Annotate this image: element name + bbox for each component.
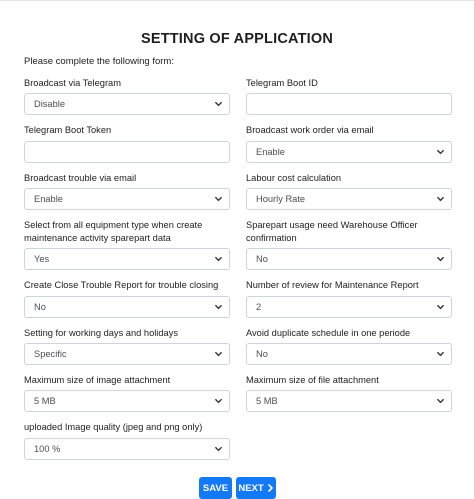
telegram-boot-id-input[interactable] — [246, 93, 452, 115]
chevron-right-icon — [267, 484, 274, 492]
telegram-boot-token-input[interactable] — [24, 141, 230, 163]
sparepart-usage-confirmation-value: No — [256, 254, 268, 264]
labour-cost-calculation-select[interactable] — [246, 188, 452, 210]
max-file-attachment-value: 5 MB — [256, 396, 278, 406]
broadcast-trouble-email-value: Enable — [34, 194, 63, 204]
close-trouble-report-value: No — [34, 302, 46, 312]
working-days-holidays-value: Specific — [34, 349, 67, 359]
select-all-equipment-type-label-line2: maintenance activity sparepart data — [24, 233, 171, 243]
select-all-equipment-type-label — [24, 219, 202, 245]
max-image-attachment-value: 5 MB — [34, 396, 56, 406]
chevron-down-icon — [214, 100, 223, 109]
chevron-down-icon — [436, 303, 445, 312]
chevron-down-icon — [436, 195, 445, 204]
close-trouble-report-select[interactable] — [24, 296, 230, 318]
working-days-holidays-select[interactable] — [24, 343, 230, 365]
working-days-holidays-label: Setting for working days and holidays — [24, 328, 179, 338]
sparepart-usage-confirmation-label-line1: Sparepart usage need Warehouse Officer — [246, 220, 418, 230]
max-file-attachment-label: Maximum size of file attachment — [246, 375, 379, 385]
sparepart-usage-confirmation-label-line2: confirmation — [246, 233, 297, 243]
broadcast-trouble-email-select[interactable] — [24, 188, 230, 210]
page-title: SETTING OF APPLICATION — [140, 31, 334, 47]
broadcast-telegram-label: Broadcast via Telegram — [24, 78, 121, 88]
next-button-label: NEXT — [238, 482, 264, 494]
chevron-down-icon — [214, 397, 223, 406]
chevron-down-icon — [436, 255, 445, 264]
telegram-boot-id-label: Telegram Boot ID — [246, 78, 318, 88]
image-quality-label: uploaded Image quality (jpeg and png only) — [24, 422, 203, 432]
max-image-attachment-select[interactable] — [24, 390, 230, 412]
avoid-duplicate-schedule-select[interactable] — [246, 343, 452, 365]
labour-cost-calculation-value: Hourly Rate — [256, 194, 306, 204]
broadcast-trouble-email-label: Broadcast trouble via email — [24, 173, 137, 183]
max-file-attachment-select[interactable] — [246, 390, 452, 412]
chevron-down-icon — [214, 350, 223, 359]
sparepart-usage-confirmation-select[interactable] — [246, 248, 452, 270]
chevron-down-icon — [214, 255, 223, 264]
number-of-review-value: 2 — [256, 302, 262, 312]
max-image-attachment-label: Maximum size of image attachment — [24, 375, 171, 385]
chevron-down-icon — [214, 195, 223, 204]
number-of-review-select[interactable] — [246, 296, 452, 318]
broadcast-work-order-email-label: Broadcast work order via email — [246, 125, 374, 135]
chevron-down-icon — [214, 303, 223, 312]
form-intro: Please complete the following form: — [24, 56, 174, 67]
labour-cost-calculation-label: Labour cost calculation — [246, 173, 342, 183]
top-divider — [0, 0, 474, 4]
save-button[interactable] — [199, 477, 232, 499]
chevron-down-icon — [436, 397, 445, 406]
avoid-duplicate-schedule-label: Avoid duplicate schedule in one periode — [246, 328, 411, 338]
save-button-label: SAVE — [202, 482, 229, 494]
telegram-boot-token-label: Telegram Boot Token — [24, 125, 112, 135]
broadcast-telegram-value: Disable — [34, 99, 66, 109]
image-quality-value: 100 % — [34, 444, 61, 454]
select-all-equipment-type-value: Yes — [34, 254, 50, 264]
number-of-review-label: Number of review for Maintenance Report — [246, 280, 419, 290]
next-button[interactable] — [236, 477, 276, 499]
close-trouble-report-label: Create Close Trouble Report for trouble closing — [24, 280, 219, 290]
broadcast-work-order-email-value: Enable — [256, 147, 285, 157]
avoid-duplicate-schedule-value: No — [256, 349, 268, 359]
sparepart-usage-confirmation-label — [246, 219, 418, 245]
chevron-down-icon — [214, 445, 223, 454]
chevron-down-icon — [436, 350, 445, 359]
broadcast-work-order-email-select[interactable] — [246, 141, 452, 163]
image-quality-select[interactable] — [24, 438, 230, 460]
select-all-equipment-type-label-line1: Select from all equipment type when create — [24, 220, 203, 230]
chevron-down-icon — [436, 148, 445, 157]
select-all-equipment-type-select[interactable] — [24, 248, 230, 270]
broadcast-telegram-select[interactable] — [24, 93, 230, 115]
